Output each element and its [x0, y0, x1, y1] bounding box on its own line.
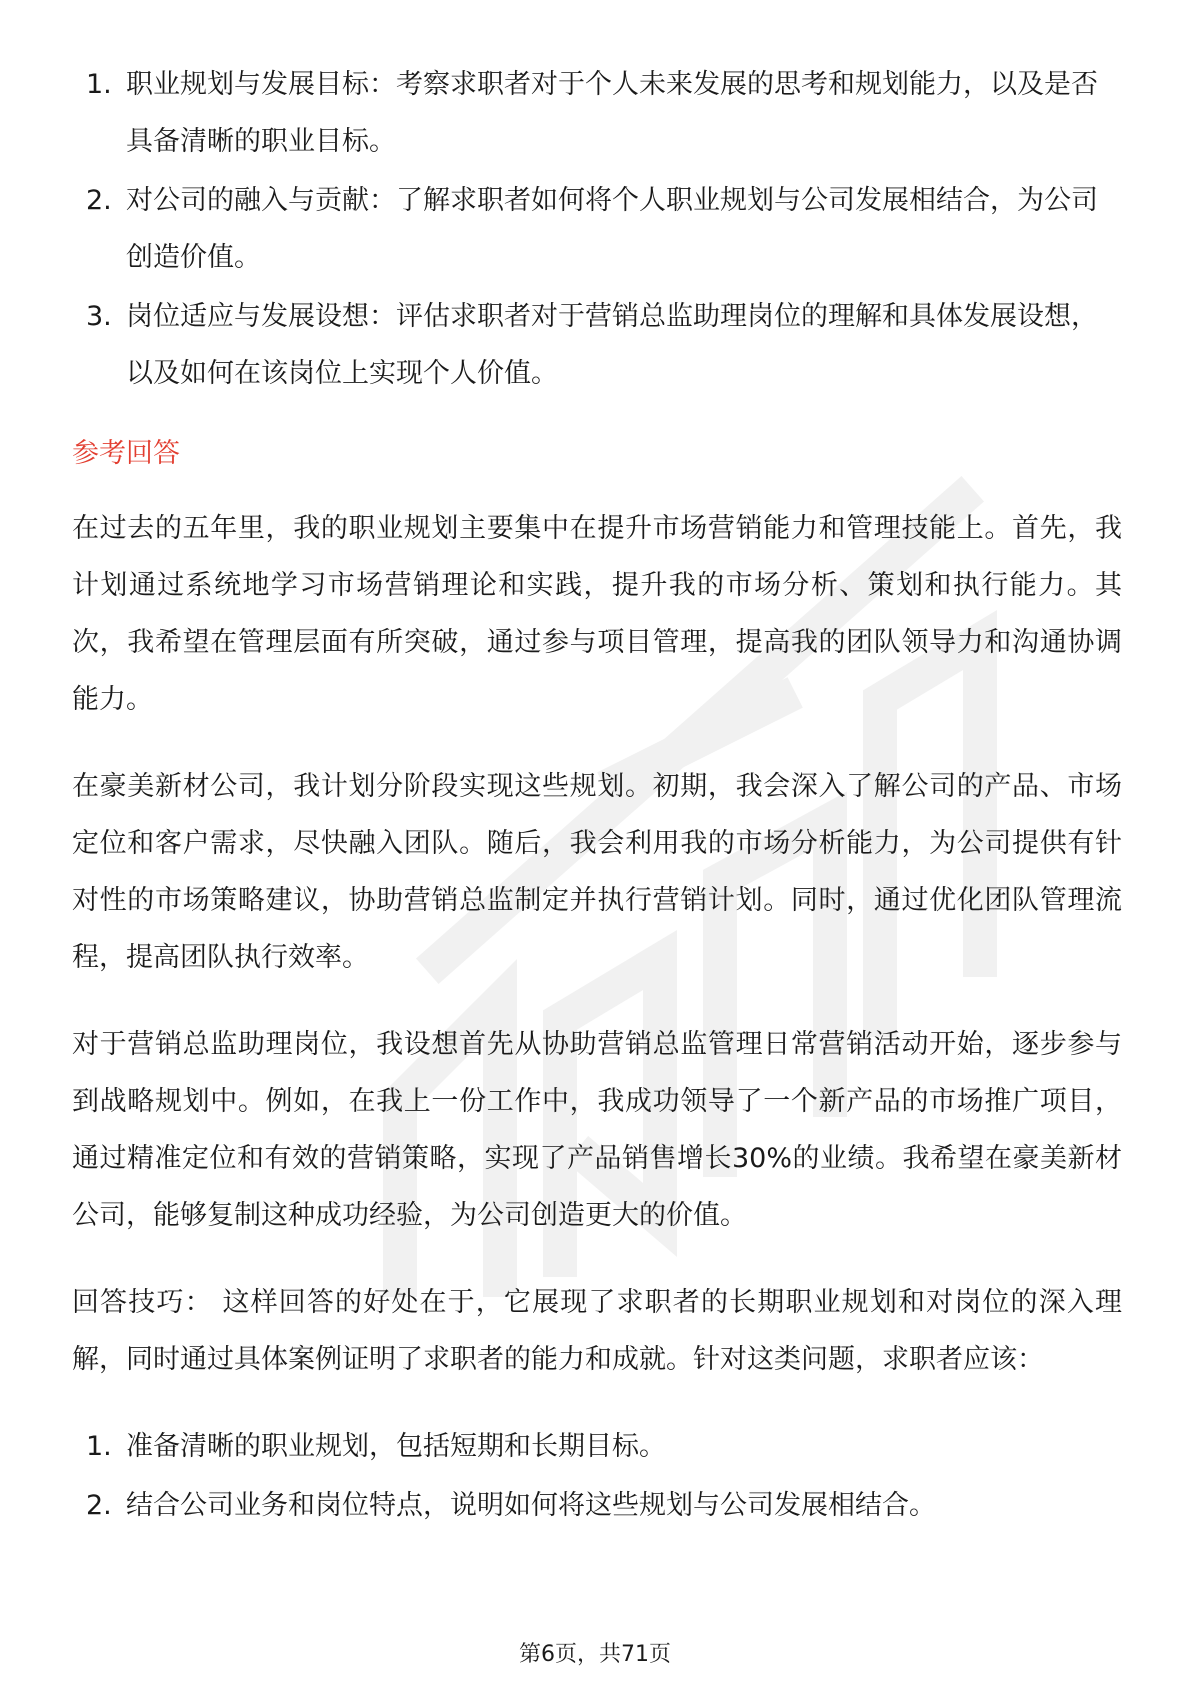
list-item — [72, 172, 1122, 286]
list-item-text: 岗位适应与发展设想：评估求职者对于营销总监助理岗位的理解和具体发展设想，以及如何在该岗位上实现个人价值。 — [126, 301, 1098, 389]
answer-paragraph: 在豪美新材公司，我计划分阶段实现这些规划。初期，我会深入了解公司的产品、市场定位和客户需求，尽快融入团队。随后，我会利用我的市场分析能力，为公司提供有针对性的市场策略建议，协助营销总监制定并执行营销计划。同时，通过优化团队管理流程，提高团队执行效率。 — [72, 771, 1122, 973]
list-item — [72, 1418, 1122, 1475]
list-item-text: 准备清晰的职业规划，包括短期和长期目标。 — [126, 1431, 666, 1462]
tips-paragraph: 回答技巧： 这样回答的好处在于，它展现了求职者的长期职业规划和对岗位的深入理解，同时通过具体案例证明了求职者的能力和成就。针对这类问题，求职者应该： — [72, 1287, 1122, 1375]
list-item-text: 职业规划与发展目标：考察求职者对于个人未来发展的思考和规划能力，以及是否具备清晰的职业目标。 — [126, 69, 1098, 157]
answer-paragraph: 在过去的五年里，我的职业规划主要集中在提升市场营销能力和管理技能上。首先，我计划通过系统地学习市场营销理论和实践，提升我的市场分析、策划和执行能力。其次，我希望在管理层面有所突破，通过参与项目管理，提高我的团队领导力和沟通协调能力。 — [72, 513, 1122, 715]
tips-list — [72, 1418, 1122, 1534]
page-number-footer: 第6页，共71页 — [519, 1642, 671, 1667]
list-item — [72, 288, 1122, 402]
section-heading: 参考回答 — [72, 438, 180, 469]
list-item — [72, 1477, 1122, 1534]
list-number: 1. — [86, 1431, 112, 1462]
evaluation-points-list — [72, 56, 1122, 402]
list-item — [72, 56, 1122, 170]
list-number: 3. — [86, 301, 112, 332]
list-number: 1. — [86, 69, 112, 100]
list-number: 2. — [86, 185, 112, 216]
list-item-text: 对公司的融入与贡献：了解求职者如何将个人职业规划与公司发展相结合，为公司创造价值。 — [126, 185, 1098, 273]
list-item-text: 结合公司业务和岗位特点，说明如何将这些规划与公司发展相结合。 — [126, 1490, 936, 1521]
list-number: 2. — [86, 1490, 112, 1521]
answer-paragraph: 对于营销总监助理岗位，我设想首先从协助营销总监管理日常营销活动开始，逐步参与到战略规划中。例如，在我上一份工作中，我成功领导了一个新产品的市场推广项目，通过精准定位和有效的营销策略，实现了产品销售增长30%的业绩。我希望在豪美新材公司，能够复制这种成功经验，为公司创造更大的价值。 — [72, 1029, 1122, 1231]
page-content — [72, 56, 1122, 1536]
